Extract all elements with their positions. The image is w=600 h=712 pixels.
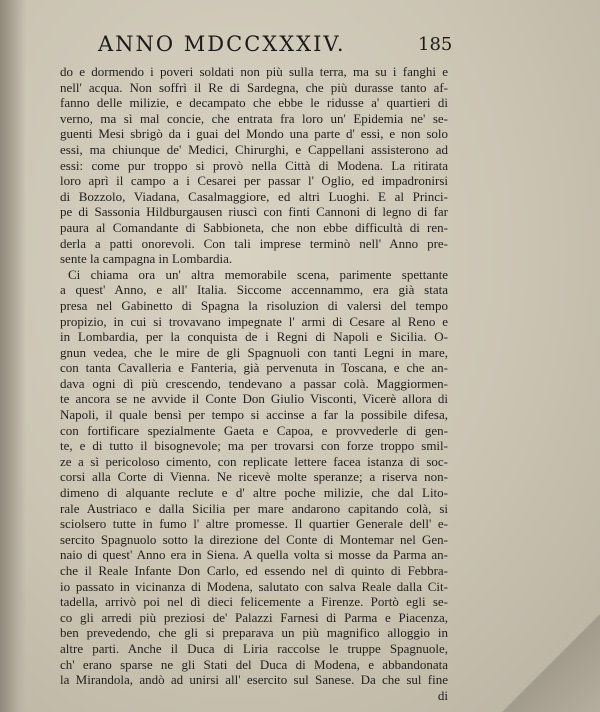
text-line: sciolsero tutte in fumo l' altre promesse. Il quartier Generale dell' e- (60, 516, 448, 532)
text-line: do e dormendo i poveri soldati non più sulla terra, ma su i fanghi e (60, 64, 448, 79)
running-head: ANNO MDCCXXXIV. (98, 32, 346, 56)
page-corner-fold (490, 602, 600, 712)
page-number: 185 (418, 34, 453, 55)
text-line: te, e di tutto il bisognevole; ma per trovarsi con forze troppo smil- (60, 438, 448, 454)
paragraph-start-line: Ci chiama ora un' altra memorabile scena, parimente spettante (68, 266, 448, 282)
text-line: loro aprì il campo a i Cesarei per passar l' Oglio, ed impadronirsi (60, 173, 448, 189)
text-line: naio di quest' Anno era in Siena. A quella volta si mosse da Parma an- (60, 547, 448, 563)
paragraph-end-line: sente la campagna in Lombardia. (60, 251, 233, 267)
text-line: dava ogni dì più crescendo, tendevano a passar colà. Maggiormen- (60, 375, 448, 391)
text-line: in Lombardia, per la conquista de i Regni di Napoli e Sicilia. O- (60, 329, 448, 345)
text-line: tadella, arrivò poi nel dì dieci felicemente a Firenze. Portò egli se- (60, 594, 448, 610)
text-line: essi, ma chiunque de' Medici, Chirurghi, e Cappellani assisterono ad (60, 141, 448, 157)
text-line: che il Reale Infante Don Carlo, ed essendo nel dì quinto di Febbra- (60, 563, 448, 578)
text-line: presa nel Gabinetto di Spagna la risoluzion di valersi del tempo (60, 297, 448, 313)
text-line: corsi alla Corte di Vienna. Ne ricevè molte speranze; a riserva non- (60, 469, 448, 485)
catchword: di (437, 687, 448, 703)
text-line: verno, ma sì mal concie, che entrata fra loro un' Epidemia ne' se- (60, 110, 448, 126)
text-line: nell' acqua. Non soffrì il Re di Sardegna, che più durasse tanto af- (60, 79, 448, 95)
text-line: con fortificare spezialmente Gaeta e Capoa, e provvederle di gen- (60, 422, 448, 438)
binding-gutter (0, 0, 26, 712)
text-line: propizio, in cui si trovavano impegnate l' armi di Cesare al Reno e (60, 313, 448, 329)
text-line: con tanta Cavalleria e Fanteria, già pervenuta in Toscana, e che an- (60, 360, 448, 376)
text-line: sercito Spagnuolo sotto la direzione del Conte di Montemar nel Gen- (60, 531, 448, 547)
text-line: di Bozzolo, Viadana, Casalmaggiore, ed altri Luoghi. E al Princi- (60, 188, 448, 204)
text-line: ze a sì pericoloso cimento, con replicate lettere facea istanza di soc- (60, 453, 448, 469)
text-line: io passato in vicinanza di Modena, salutato con salva Reale dalla Cit- (60, 578, 448, 594)
text-line: rale Austriaco e dalla Sicilia per mare andarono capitando colà, si (60, 500, 448, 516)
body-text (60, 64, 448, 703)
text-line: guenti Mesi sbrigò da i guai del Mondo una parte d' essi, e non solo (60, 126, 448, 142)
text-line: a quest' Anno, e all' Italia. Siccome accennammo, era già stata (60, 282, 448, 298)
text-line: ch' erano sparse ne gli Stati del Duca di Modena, e abbandonata (60, 656, 448, 672)
text-line: pe di Sassonia Hildburgausen riuscì con finti Cannoni di legno di far (60, 204, 448, 220)
text-line: altre parti. Anche il Duca di Liria raccolse le truppe Spagnuole, (60, 640, 448, 656)
text-line: gnun vedea, che le mire de gli Spagnuoli con tanti Legni in mare, (60, 344, 448, 360)
text-line: essi: come pur troppo si provò nella Città di Modena. La ritirata (60, 157, 448, 173)
text-line: te ancora se ne avvide il Conte Don Giulio Visconti, Vicerè allora di (60, 391, 448, 407)
text-line: derla a patti onorevoli. Con tali imprese terminò nell' Anno pre- (60, 235, 448, 251)
text-line: co gli arredi più preziosi de' Palazzi Farnesi di Parma e Piacenza, (60, 609, 448, 625)
text-line: paura al Comandante di Sabbioneta, che non ebbe difficultà di ren- (60, 219, 448, 235)
text-line: Napoli, il quale bensì per tempo si accinse a far la possibile difesa, (60, 407, 448, 423)
text-line: fanno delle milizie, e decampato che ebbe le ridusse a' quartieri di (60, 95, 448, 111)
text-line: la Mirandola, andò ad unirsi all' esercito sul Sanese. Da che sul fine (60, 672, 448, 688)
text-line: ben prevedendo, che gli si preparava un più magnifico alloggio in (60, 625, 448, 641)
text-line: dimeno di alquante reclute e d' altre poche milizie, che dal Lito- (60, 485, 448, 501)
